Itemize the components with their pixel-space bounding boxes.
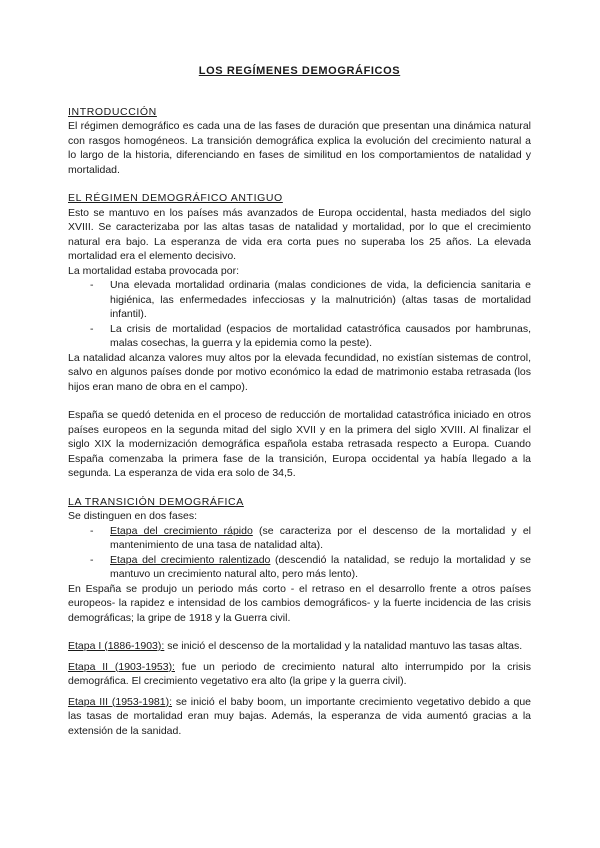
bullet-rest-crecimiento-ralentizado: (descendió la natalidad, se redujo la mortalidad y se mantuvo un crecimiento natural alto, pero más lento). [110,553,531,580]
etapa-3-rest: se inició el baby boom, un importante crecimiento vegetativo debido a que las tasas de mortalidad eran muy bajas. Además, la esperanza de vida aumentó gracias a la extensión de la sanidad. [68,695,532,737]
paragraph-espana-periodo: En España se produjo un periodo más corto - el retraso en el desarrollo frente a otros países europeos- la rapidez e intensidad de los cambios demográficos- y la fuerte incidencia de las crisis demográficas; la gripe de 1918 y la Guerra civil. [68,582,531,624]
etapa-3-lead: Etapa III (1953-1981): [68,695,173,708]
paragraph-etapa-3 [68,695,531,739]
bullet-list-fases [68,524,531,582]
bullet-item-crisis-mortalidad: - La crisis de mortalidad (espacios de mortalidad catastrófica causados por hambrunas, malas cosechas, la guerra y la epidemia como la peste). [68,322,531,351]
paragraph-etapa-1 [68,639,531,654]
heading-transicion-demografica: LA TRANSICIÓN DEMOGRÁFICA [68,495,244,508]
section-gap [68,177,531,191]
heading-introduccion: INTRODUCCIÓN [68,105,157,118]
etapa-2-rest: fue un periodo de crecimiento natural alto interrumpido por la crisis demográfica. El crecimiento vegetativo era alto (la gripe y la guerra civil). [68,660,531,687]
section-gap [68,394,531,408]
paragraph-espana-retraso: España se quedó detenida en el proceso de reducción de mortalidad catastrófica iniciado en otros países europeos en la segunda mitad del siglo XVII y en la primera del siglo XVIII. Al finalizar el siglo XIX la modernización demográfica española estaba retrasada respecto a Europa. Cuando España comenzaba la primera fase de la transición, Europa occidental ya había llegado a la segunda. La esperanza de vida era solo de 34,5. [68,409,531,479]
etapa-2-lead: Etapa II (1903-1953): [68,660,175,673]
paragraph-transicion-intro: Se distinguen en dos fases: [68,510,198,522]
bullet-item-crecimiento-rapido [68,524,531,553]
bullet-item-mortalidad-ordinaria: - Una elevada mortalidad ordinaria (malas condiciones de vida, la deficiencia sanitaria e higiénica, las enfermedades infecciosas y la malnutrición) (altas tasas de mortalidad infantil). [68,278,531,322]
paragraph-natalidad: La natalidad alcanza valores muy altos por la elevada fecundidad, no existían sistemas de control, salvo en algunos países donde por motivo económico la edad de matrimonio estaba retrasada (los hijos eran mano de obra en el campo). [68,351,531,393]
bullet-rest-crecimiento-rapido: (se caracteriza por el descenso de la mortalidad y el mantenimiento de una tasa de natalidad alta). [110,524,531,551]
section-gap [68,625,531,639]
etapa-1-rest: se inició el descenso de la mortalidad y la natalidad mantuvo las tasas altas. [164,640,523,652]
bullet-lead-crecimiento-ralentizado: Etapa del crecimiento ralentizado [110,553,271,566]
paragraph-etapa-2 [68,660,531,689]
paragraph-regimen-antiguo-1: Esto se mantuvo en los países más avanzados de Europa occidental, hasta mediados del siglo XVIII. Se caracterizaba por las altas tasas de natalidad y mortalidad, por lo que el crecimiento natural era bajo. La esperanza de vida era corta pues no superaba los 25 años. La elevada mortalidad era el elemento decisivo. [68,206,531,262]
etapa-1-lead: Etapa I (1886-1903): [68,640,165,652]
paragraph-introduccion: El régimen demográfico es cada una de las fases de duración que presentan una dinámica natural con rasgos homogéneos. La transición demográfica explica la evolución del crecimiento natural a lo largo de la historia, diferenciando en fases de similitud en los comportamientos de natalidad y mortalidad. [68,120,531,176]
section-gap [68,481,531,495]
heading-regimen-antiguo: EL RÉGIMEN DEMOGRÁFICO ANTIGUO [68,192,283,204]
page-title: LOS REGÍMENES DEMOGRÁFICOS [198,65,401,77]
bullet-list-mortalidad [68,278,531,351]
bullet-item-crecimiento-ralentizado [68,553,531,582]
paragraph-mortalidad-intro: La mortalidad estaba provocada por: [68,264,240,277]
bullet-lead-crecimiento-rapido: Etapa del crecimiento rápido [110,524,253,537]
